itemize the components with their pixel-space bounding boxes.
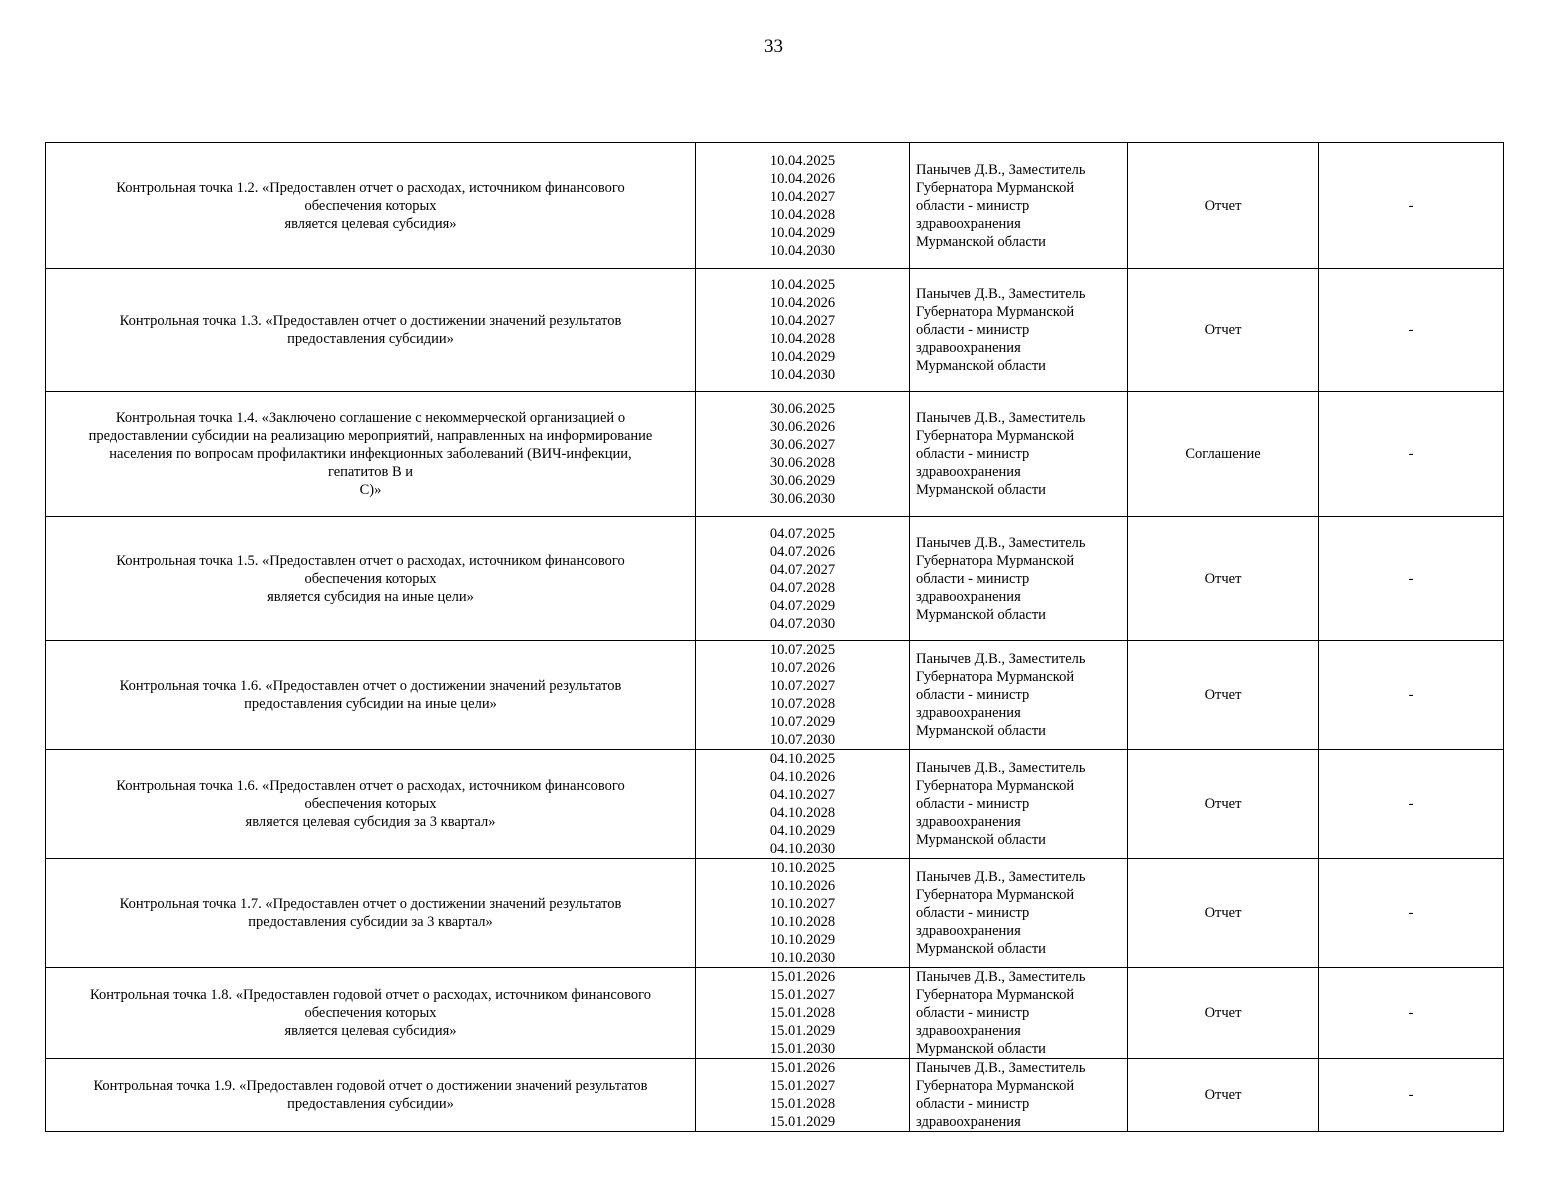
note-cell: - <box>1319 641 1504 750</box>
deadline-date: 10.04.2028 <box>769 206 836 223</box>
deadline-date: 04.07.2030 <box>769 615 836 632</box>
document-type: Отчет <box>1128 517 1319 641</box>
deadline-date: 15.01.2027 <box>769 987 836 1003</box>
control-point-name <box>46 641 696 750</box>
deadline-date: 15.01.2029 <box>769 1023 836 1039</box>
responsible-person-line: области - министр <box>916 1005 1030 1021</box>
deadline-date: 10.07.2029 <box>769 714 836 730</box>
deadline-date: 04.10.2029 <box>769 823 836 839</box>
control-point-name-line: Контрольная точка 1.9. «Предоставлен годовой отчет о достижении значений результатов <box>93 1078 648 1094</box>
deadline-date: 30.06.2027 <box>769 437 836 453</box>
deadline-date: 10.04.2030 <box>769 367 836 383</box>
responsible-person-line: здравоохранения <box>916 215 1021 232</box>
deadline-date: 30.06.2030 <box>769 491 836 507</box>
table-row <box>46 750 1504 859</box>
deadline-date: 15.01.2026 <box>769 969 836 985</box>
responsible-person-line: здравоохранения <box>916 705 1021 721</box>
deadline-dates <box>696 517 910 641</box>
deadline-date: 10.07.2028 <box>769 696 836 712</box>
responsible-person <box>910 641 1128 750</box>
table-body <box>46 143 1504 1132</box>
document-type: Отчет <box>1128 143 1319 269</box>
deadline-date: 04.07.2025 <box>769 525 836 542</box>
responsible-person-line: области - министр <box>916 796 1030 812</box>
responsible-person <box>910 517 1128 641</box>
deadline-dates <box>696 143 910 269</box>
deadline-date: 15.01.2026 <box>769 1060 836 1076</box>
control-point-name-line: предоставления субсидии» <box>287 331 454 347</box>
control-point-name-line: Контрольная точка 1.6. «Предоставлен отчет о достижении значений результатов <box>119 678 622 694</box>
deadline-date: 10.10.2030 <box>769 950 836 966</box>
control-point-name <box>46 750 696 859</box>
control-point-name-line: обеспечения которых <box>304 197 437 214</box>
deadline-dates <box>696 269 910 392</box>
note-cell: - <box>1319 269 1504 392</box>
deadline-date: 04.07.2026 <box>769 543 836 560</box>
control-point-name <box>46 143 696 269</box>
deadline-date: 10.04.2025 <box>769 152 836 169</box>
note-cell: - <box>1319 750 1504 859</box>
deadline-dates <box>696 392 910 517</box>
responsible-person-line: здравоохранения <box>916 464 1021 480</box>
page-number: 33 <box>764 36 783 57</box>
control-point-name-line: является целевая субсидия» <box>284 1023 457 1039</box>
responsible-person-line: Губернатора Мурманской <box>916 887 1075 903</box>
table-row <box>46 859 1504 968</box>
control-point-name-line: Контрольная точка 1.4. «Заключено соглашение с некоммерческой организацией о <box>115 410 626 426</box>
responsible-person-line: Панычев Д.В., Заместитель <box>916 410 1086 426</box>
control-point-name-line: предоставления субсидии» <box>287 1096 454 1112</box>
responsible-person <box>910 750 1128 859</box>
document-type: Отчет <box>1128 269 1319 392</box>
control-point-name-line: обеспечения которых <box>304 1005 437 1021</box>
note-cell: - <box>1319 859 1504 968</box>
deadline-date: 10.07.2025 <box>769 642 836 658</box>
deadline-date: 10.04.2027 <box>769 313 836 329</box>
responsible-person-line: Панычев Д.В., Заместитель <box>916 869 1086 885</box>
responsible-person-line: здравоохранения <box>916 1023 1021 1039</box>
responsible-person-line: здравоохранения <box>916 814 1021 830</box>
table-row <box>46 269 1504 392</box>
deadline-date: 15.01.2028 <box>769 1005 836 1021</box>
table-row <box>46 143 1504 269</box>
responsible-person-line: Губернатора Мурманской <box>916 1078 1075 1094</box>
responsible-person-line: Губернатора Мурманской <box>916 552 1075 569</box>
control-point-name-line: Контрольная точка 1.7. «Предоставлен отчет о достижении значений результатов <box>119 896 622 912</box>
responsible-person <box>910 968 1128 1059</box>
responsible-person-line: Мурманской области <box>916 832 1046 848</box>
deadline-date: 30.06.2029 <box>769 473 836 489</box>
control-point-name-line: гепатитов В и <box>327 464 414 480</box>
deadline-dates <box>696 859 910 968</box>
responsible-person-line: области - министр <box>916 197 1030 214</box>
responsible-person <box>910 392 1128 517</box>
responsible-person-line: области - министр <box>916 687 1030 703</box>
responsible-person-line: Губернатора Мурманской <box>916 428 1075 444</box>
responsible-person-line: Губернатора Мурманской <box>916 304 1075 320</box>
control-point-name-line: Контрольная точка 1.5. «Предоставлен отчет о расходах, источником финансового <box>116 552 625 569</box>
responsible-person-line: области - министр <box>916 905 1030 921</box>
responsible-person-line: области - министр <box>916 322 1030 338</box>
deadline-date: 04.07.2029 <box>769 597 836 614</box>
table-row <box>46 641 1504 750</box>
document-type: Отчет <box>1128 1059 1319 1132</box>
deadline-date: 10.07.2030 <box>769 732 836 748</box>
control-point-name <box>46 392 696 517</box>
deadline-date: 15.01.2030 <box>769 1041 836 1057</box>
document-type: Отчет <box>1128 750 1319 859</box>
control-point-name-line: является целевая субсидия за 3 квартал» <box>245 814 496 830</box>
deadline-date: 04.10.2028 <box>769 805 836 821</box>
responsible-person-line: Губернатора Мурманской <box>916 669 1075 685</box>
deadline-date: 10.07.2026 <box>769 660 836 676</box>
note-cell: - <box>1319 392 1504 517</box>
responsible-person-line: области - министр <box>916 446 1030 462</box>
deadline-date: 10.04.2030 <box>769 242 836 259</box>
control-point-name <box>46 517 696 641</box>
responsible-person-line: Мурманской области <box>916 723 1046 739</box>
deadline-date: 10.04.2025 <box>769 277 836 293</box>
responsible-person-line: Панычев Д.В., Заместитель <box>916 760 1086 776</box>
deadline-date: 04.10.2030 <box>769 841 836 857</box>
responsible-person-line: Губернатора Мурманской <box>916 778 1075 794</box>
control-point-name <box>46 269 696 392</box>
note-cell: - <box>1319 517 1504 641</box>
deadline-date: 30.06.2028 <box>769 455 836 471</box>
control-point-name-line: является целевая субсидия» <box>284 215 457 232</box>
responsible-person-line: Мурманской области <box>916 358 1046 374</box>
control-point-name-line: предоставлении субсидии на реализацию мероприятий, направленных на информирование <box>88 428 653 444</box>
deadline-dates <box>696 641 910 750</box>
document-type: Отчет <box>1128 641 1319 750</box>
responsible-person-line: Мурманской области <box>916 1041 1046 1057</box>
control-point-name-line: является субсидия на иные цели» <box>267 588 474 605</box>
responsible-person <box>910 269 1128 392</box>
control-point-name-line: Контрольная точка 1.6. «Предоставлен отчет о расходах, источником финансового <box>116 778 625 794</box>
responsible-person-line: Панычев Д.В., Заместитель <box>916 534 1086 551</box>
responsible-person-line: здравоохранения <box>916 1114 1021 1130</box>
document-type: Отчет <box>1128 859 1319 968</box>
note-cell: - <box>1319 1059 1504 1132</box>
control-point-name-line: Контрольная точка 1.2. «Предоставлен отчет о расходах, источником финансового <box>116 179 625 196</box>
responsible-person-line: области - министр <box>916 1096 1030 1112</box>
table-row <box>46 392 1504 517</box>
control-points-table <box>45 142 1504 1132</box>
control-point-name-line: предоставления субсидии за 3 квартал» <box>248 914 493 930</box>
deadline-date: 30.06.2026 <box>769 419 836 435</box>
document-type: Отчет <box>1128 968 1319 1059</box>
responsible-person-line: здравоохранения <box>916 923 1021 939</box>
responsible-person-line: Губернатора Мурманской <box>916 987 1075 1003</box>
control-point-name-line: предоставления субсидии на иные цели» <box>244 696 497 712</box>
deadline-date: 04.07.2027 <box>769 561 836 578</box>
table-row <box>46 968 1504 1059</box>
deadline-date: 15.01.2027 <box>769 1078 836 1094</box>
control-point-name-line: Контрольная точка 1.8. «Предоставлен годовой отчет о расходах, источником финансового <box>90 987 651 1003</box>
deadline-date: 04.10.2026 <box>769 769 836 785</box>
responsible-person-line: Мурманской области <box>916 482 1046 498</box>
deadline-dates <box>696 750 910 859</box>
deadline-date: 10.04.2029 <box>769 349 836 365</box>
deadline-date: 10.10.2026 <box>769 878 836 894</box>
deadline-date: 10.04.2029 <box>769 224 836 241</box>
document-type: Соглашение <box>1128 392 1319 517</box>
responsible-person-line: Панычев Д.В., Заместитель <box>916 161 1086 178</box>
responsible-person-line: Мурманской области <box>916 233 1046 250</box>
responsible-person-line: Панычев Д.В., Заместитель <box>916 1060 1086 1076</box>
deadline-date: 10.10.2027 <box>769 896 836 912</box>
deadline-date: 04.10.2027 <box>769 787 836 803</box>
responsible-person-line: здравоохранения <box>916 340 1021 356</box>
deadline-date: 15.01.2029 <box>769 1114 836 1130</box>
control-point-name-line: населения по вопросам профилактики инфекционных заболеваний (ВИЧ-инфекции, <box>109 446 632 462</box>
control-point-name <box>46 1059 696 1132</box>
control-point-name-line: С)» <box>359 482 382 498</box>
deadline-date: 04.07.2028 <box>769 579 836 596</box>
responsible-person-line: Губернатора Мурманской <box>916 179 1075 196</box>
control-point-name-line: Контрольная точка 1.3. «Предоставлен отчет о достижении значений результатов <box>119 313 622 329</box>
responsible-person-line: Панычев Д.В., Заместитель <box>916 651 1086 667</box>
deadline-date: 10.04.2027 <box>769 188 836 205</box>
responsible-person <box>910 1059 1128 1132</box>
note-cell: - <box>1319 968 1504 1059</box>
control-point-name-line: обеспечения которых <box>304 796 437 812</box>
deadline-date: 10.10.2025 <box>769 860 836 876</box>
deadline-date: 30.06.2025 <box>769 401 836 417</box>
responsible-person <box>910 859 1128 968</box>
control-point-name <box>46 968 696 1059</box>
deadline-date: 04.10.2025 <box>769 751 836 767</box>
responsible-person-line: Мурманской области <box>916 941 1046 957</box>
deadline-date: 15.01.2028 <box>769 1096 836 1112</box>
responsible-person <box>910 143 1128 269</box>
deadline-date: 10.10.2029 <box>769 932 836 948</box>
deadline-dates <box>696 1059 910 1132</box>
responsible-person-line: Мурманской области <box>916 606 1046 623</box>
deadline-date: 10.07.2027 <box>769 678 836 694</box>
responsible-person-line: Панычев Д.В., Заместитель <box>916 286 1086 302</box>
deadline-date: 10.04.2026 <box>769 295 836 311</box>
table-row <box>46 1059 1504 1132</box>
deadline-date: 10.04.2028 <box>769 331 836 347</box>
deadline-dates <box>696 968 910 1059</box>
deadline-date: 10.10.2028 <box>769 914 836 930</box>
control-point-name-line: обеспечения которых <box>304 570 437 587</box>
responsible-person-line: области - министр <box>916 570 1030 587</box>
responsible-person-line: Панычев Д.В., Заместитель <box>916 969 1086 985</box>
deadline-date: 10.04.2026 <box>769 170 836 187</box>
table-row <box>46 517 1504 641</box>
responsible-person-line: здравоохранения <box>916 588 1021 605</box>
control-point-name <box>46 859 696 968</box>
note-cell: - <box>1319 143 1504 269</box>
